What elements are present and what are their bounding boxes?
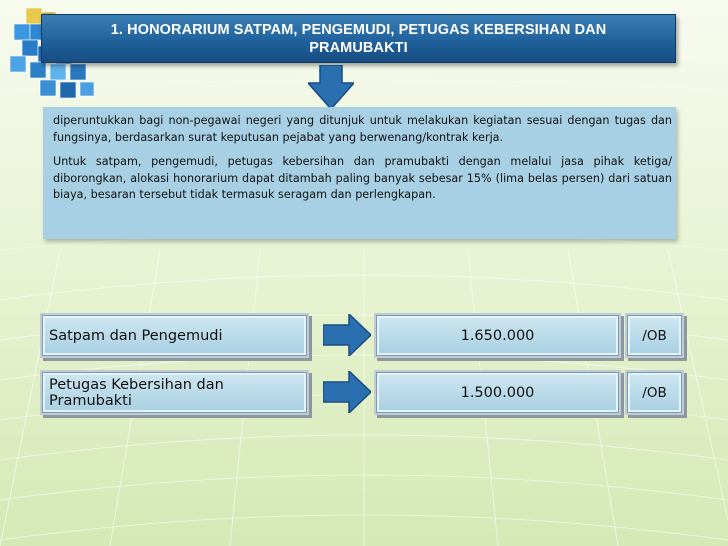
description-panel bbox=[43, 107, 676, 239]
row-amount-kebersihan: 1.500.000 bbox=[376, 372, 619, 413]
right-arrow-icon bbox=[323, 314, 371, 356]
down-arrow-icon bbox=[308, 65, 354, 109]
row-unit-kebersihan: /OB bbox=[627, 372, 682, 413]
right-arrow-icon bbox=[323, 371, 371, 413]
row-label-satpam: Satpam dan Pengemudi bbox=[42, 315, 307, 356]
row-unit-satpam: /OB bbox=[627, 315, 682, 356]
description-paragraph-1: diperuntukkan bagi non-pegawai negeri yang ditunjuk untuk melakukan kegiatan sesuai dengan tugas dan fungsinya, berdasarkan surat keputusan pejabat yang berwenang/kontrak kerja. bbox=[53, 114, 672, 144]
row-label-kebersihan: Petugas Kebersihan dan Pramubakti bbox=[42, 372, 307, 413]
title-banner bbox=[41, 14, 676, 63]
page-title: 1. HONORARIUM SATPAM, PENGEMUDI, PETUGAS KEBERSIHAN DAN PRAMUBAKTI bbox=[110, 21, 607, 56]
row-amount-satpam: 1.650.000 bbox=[376, 315, 619, 356]
description-paragraph-2: Untuk satpam, pengemudi, petugas kebersihan dan pramubakti dengan melalui jasa pihak ketiga/ diborongkan, alokasi honorarium dapat ditambah paling banyak sebesar 15% (lima belas persen) dari satuan biaya, besaran tersebut tidak termasuk seragam dan perlengkapan. bbox=[53, 155, 672, 201]
